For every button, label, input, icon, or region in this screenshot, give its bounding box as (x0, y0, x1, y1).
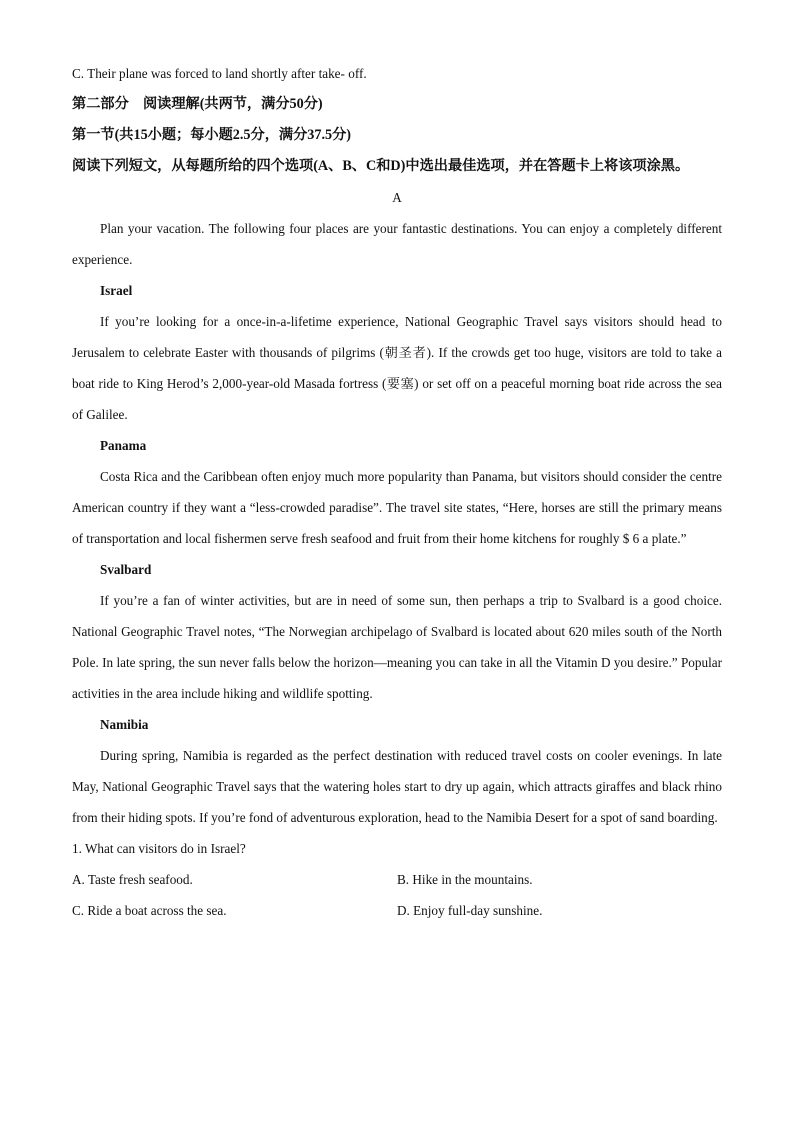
section-text-israel: If you’re looking for a once-in-a-lifetime experience, National Geographic Travel says visitors should head to Jerusalem to celebrate Easter with thousands of pilgrims (朝圣者). If the crowds get too huge, visitors are told to take a boat ride to King Herod’s 2,000-year-old Masada fortress (要塞) or set off on a peaceful morning boat ride across the sea of Galilee. (72, 314, 722, 422)
part-title: 第二部分 阅读理解(共两节，满分50分) (72, 96, 323, 112)
passage-intro: Plan your vacation. The following four places are your fantastic destinations. You can enjoy a completely different experience. (72, 221, 722, 267)
section-heading-panama: Panama (100, 438, 147, 453)
section-text-namibia: During spring, Namibia is regarded as the perfect destination with reduced travel costs on cooler evenings. In late May, National Geographic Travel says that the watering holes start to dry up again, which attracts giraffes and black rhino from their hiding spots. If you’re fond of adventurous exploration, head to the Namibia Desert for a spot of sand boarding. (72, 748, 722, 825)
options-row-1 (72, 864, 722, 895)
option-b[interactable]: B. Hike in the mountains. (397, 872, 533, 887)
section-heading-namibia: Namibia (100, 717, 149, 732)
options-row-2 (72, 895, 722, 926)
instructions: 阅读下列短文，从每题所给的四个选项(A、B、C和D)中选出最佳选项，并在答题卡上将该项涂黑。 (72, 158, 690, 174)
option-c[interactable]: C. Ride a boat across the sea. (72, 903, 227, 918)
section-text-panama: Costa Rica and the Caribbean often enjoy much more popularity than Panama, but visitors should consider the centre American country if they want a “less-crowded paradise”. The travel site states, “Here, horses are still the primary means of transportation and local fishermen serve fresh seafood and fruit from their home kitchens for roughly $ 6 a plate.” (72, 469, 722, 546)
passage-label: A (392, 190, 402, 205)
section-heading-svalbard: Svalbard (100, 562, 152, 577)
option-a[interactable]: A. Taste fresh seafood. (72, 872, 193, 887)
section-text-svalbard: If you’re a fan of winter activities, but are in need of some sun, then perhaps a trip to Svalbard is a good choice. National Geographic Travel notes, “The Norwegian archipelago of Svalbard is located about 620 miles south of the North Pole. In late spring, the sun never falls below the horizon—meaning you can take in all the Vitamin D you desire.” Popular activities in the area include hiking and wildlife spotting. (72, 593, 722, 701)
question-stem: 1. What can visitors do in Israel? (72, 841, 246, 856)
previous-option-line: C. Their plane was forced to land shortly after take- off. (72, 66, 367, 81)
option-d[interactable]: D. Enjoy full-day sunshine. (397, 903, 543, 918)
exam-page (72, 58, 722, 926)
section-heading-israel: Israel (100, 283, 133, 298)
section-title: 第一节(共15小题；每小题2.5分，满分37.5分) (72, 127, 352, 143)
